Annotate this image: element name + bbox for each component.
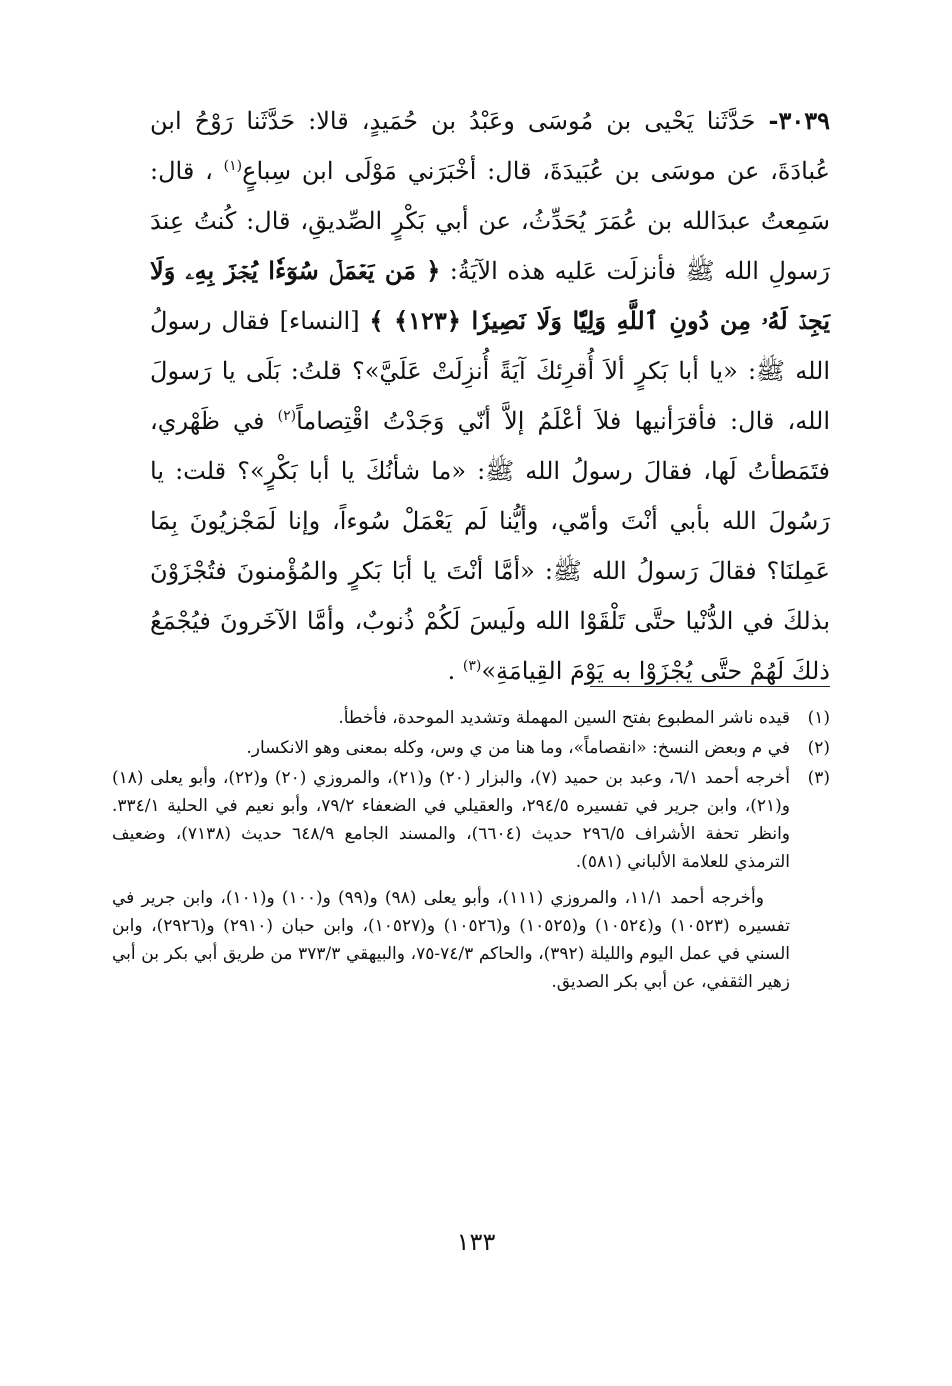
footnote-marker-3: (٣) [462, 658, 482, 674]
footnote-marker-1: (١) [223, 158, 243, 174]
footnote-3 [112, 764, 830, 996]
page-number: ١٣٣ [456, 1228, 496, 1256]
quran-verse: ﴿ مَن يَعۡمَلۡ سُوٓءٗا يُجۡزَ بِهِۦ وَلَا يَجِدۡ لَهُۥ مِن دُونِ ٱللَّهِ وَلِيّٗا وَلَا نَصِيرٗا ﴿١٢٣﴾ ﴾ [150, 256, 831, 335]
footnote-body [112, 764, 790, 996]
footnote-divider [590, 686, 830, 687]
footnote-number: (١) [807, 708, 830, 728]
hadith-number: ٣٠٣٩- [768, 106, 830, 135]
footnote-text: أخرجه أحمد ٦/١، وعبد بن حميد (٧)، والبزار (٢٠) و(٢١)، والمروزي (٢٠) و(٢٢)، وأبو يعلى (١٨) و(٢١)، وابن جرير في تفسيره ٢٩٤/٥، والعقيلي في الضعفاء ٧٩/٢، وأبو نعيم في الحلية ٣٣٤/١. وانظر تحفة الأشراف ٢٩٦/٥ حديث (٦٦٠٤)، والمسند الجامع ٦٤٨/٩ حديث (٧١٣٨)، وضعيف الترمذي للعلامة الألباني (٥٨١). [112, 768, 791, 872]
hadith-text-segment: في ظَهْري، فتَمَطأتُ لَها، فقالَ رسولُ الله ﷺ: «ما شأنُكَ يا أبا بَكْرٍ»؟ قلت: يا رَسُولَ الله بأبي أنْتَ وأمّي، وأيُّنا لَم يَعْمَلْ سُوءاً، وإنا لَمَجْزيُونَ بِمَا عَمِلنَا؟ فقالَ رَسولُ الله ﷺ: «أمَّا أنْتَ يا أبَا بَكرٍ والمُؤْمنونَ فتُجْزَوْنَ بذلكَ في الدُّنْيا حتَّى تَلْقَوْا الله ولَيسَ لَكُمْ ذُنوبٌ، وأمَّا الآخَرونَ فيُجْمَعُ ذلكَ لَهُمْ حتَّى يُجْزَوْا به يَوْمَ القِيامَةِ» [150, 407, 831, 685]
hadith-paragraph [150, 96, 830, 696]
footnote-text: وأخرجه أحمد ١١/١، والمروزي (١١١)، وأبو يعلى (٩٨) و(٩٩) و(١٠٠) و(١٠١)، وابن جرير في تفسيره (١٠٥٢٣) و(١٠٥٢٤) و(١٠٥٢٥) و(١٠٥٢٦) و(١٠٥٢٧)، وابن حبان (٢٩١٠) و(٢٩٢٦)، وابن السني في عمل اليوم والليلة (٣٩٢)، والحاكم ٧٤/٣-٧٥، والبيهقي ٣٧٣/٣ من طريق أبي بكر بن أبي زهير الثقفي، عن أبي بكر الصديق. [112, 888, 791, 992]
footnote-body [112, 734, 790, 762]
footnote-text: قيده ناشر المطبوع بفتح السين المهملة وتشديد الموحدة، فأخطأ. [338, 708, 790, 728]
footnote-number: (٣) [807, 768, 830, 788]
footnote-marker-2: (٢) [277, 408, 297, 424]
hadith-text [150, 96, 830, 696]
footnote-1 [112, 704, 830, 732]
hadith-text-segment: [النساء] فقال رسولُ الله ﷺ: «يا أبا بَكرٍ ألاَ أُقرِئكَ آيَةً أُنزِلَتْ عَلَيَّ»؟ قلتُ: بَلَى يا رَسولَ الله، قال: فأقرَأنيها فلاَ أعْلَمُ إلاَّ أنّي وَجَدْتُ اقْتِصاماً [150, 307, 831, 435]
footnotes [112, 704, 830, 998]
hadith-text-segment: حَدَّثَنا يَحْيى بن مُوسَى وعَبْدُ بن حُمَيدٍ، قالا: حَدَّثَنا رَوْحُ ابن عُبادَةَ، عن موسَى بن عُبَيدَةَ، قال: أخْبَرَني مَوْلَى ابن سِباعٍ [150, 107, 830, 185]
footnote-body [112, 704, 790, 732]
footnote-number: (٢) [807, 738, 830, 758]
hadith-text-segment: ، قال: سَمِعتُ عبدَالله بن عُمَرَ يُحَدِّثُ، عن أبي بَكْرٍ الصِّديقِ، قال: كُنتُ عِندَ رَسولِ الله ﷺ فأنزلَت عَليه هذه الآيَةُ: [150, 157, 830, 285]
footnote-2 [112, 734, 830, 762]
footnote-text: في م وبعض النسخ: «انقصاماً»، وما هنا من ي وس، وكله بمعنى وهو الانكسار. [246, 738, 790, 758]
hadith-text-segment: . [447, 657, 463, 685]
